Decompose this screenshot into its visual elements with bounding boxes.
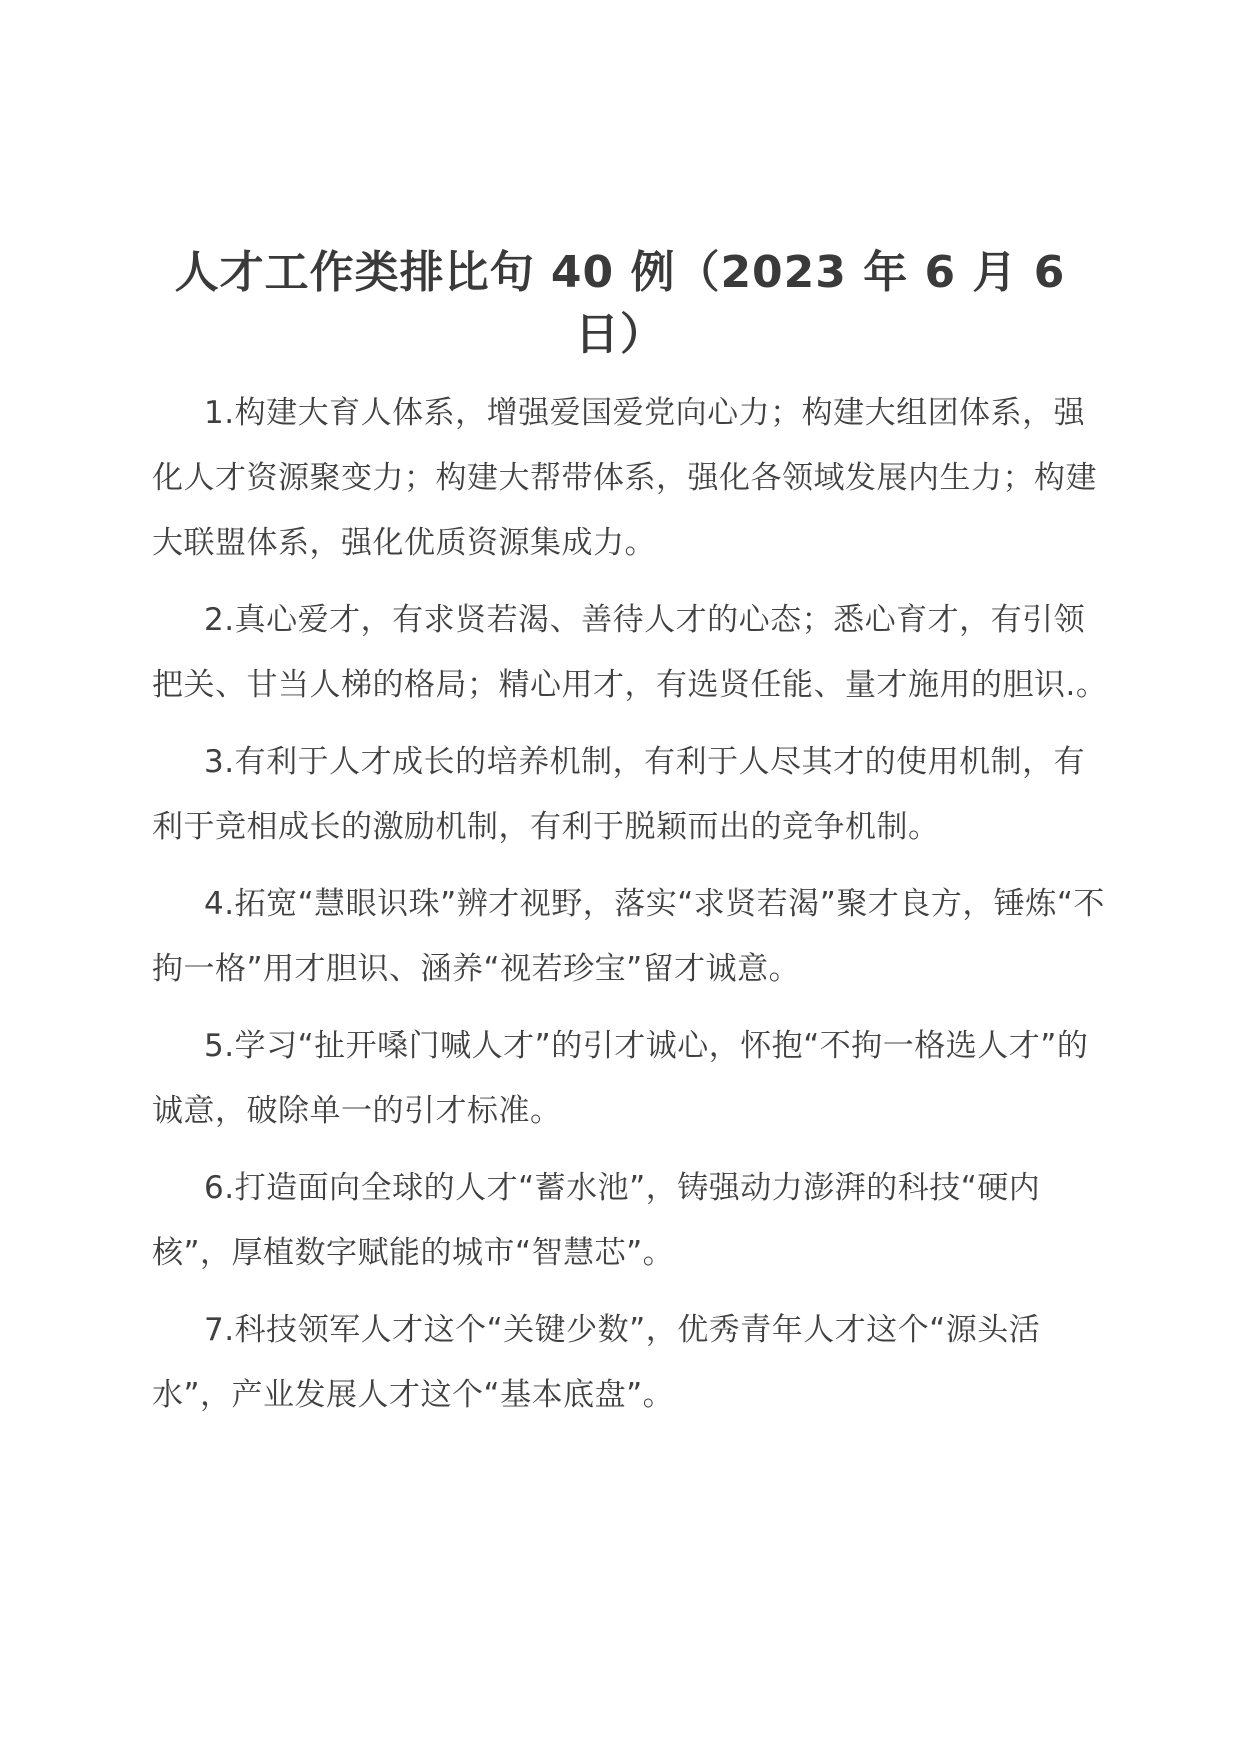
paragraph-2: 2.真心爱才，有求贤若渴、善待人才的心态；悉心育才，有引领把关、甘当人梯的格局；精心用才，有选贤任能、量才施用的胆识.。 — [152, 602, 1108, 703]
paragraph-4: 4.拓宽“慧眼识珠”辨才视野，落实“求贤若渴”聚才良方，锤炼“不拘一格”用才胆识、涵养“视若珍宝”留才诚意。 — [152, 886, 1105, 987]
paragraph-7: 7.科技领军人才这个“关键少数”，优秀青年人才这个“源头活水”，产业发展人才这个“基本底盘”。 — [152, 1312, 1041, 1413]
paragraph-5: 5.学习“扯开嗓门喊人才”的引才诚心，怀抱“不拘一格选人才”的诚意，破除单一的引才标准。 — [152, 1028, 1089, 1129]
paragraph-3: 3.有利于人才成长的培养机制，有利于人尽其才的使用机制，有利于竞相成长的激励机制，有利于脱颖而出的竞争机制。 — [152, 744, 1086, 845]
document-body — [152, 381, 1112, 1440]
paragraph-6: 6.打造面向全球的人才“蓄水池”，铸强动力澎湃的科技“硬内核”，厚植数字赋能的城市“智慧芯”。 — [152, 1170, 1041, 1271]
document-title: 人才工作类排比句 40 例（2023 年 6 月 6 日） — [174, 247, 1066, 360]
paragraph-1: 1.构建大育人体系，增强爱国爱党向心力；构建大组团体系，强化人才资源聚变力；构建大帮带体系，强化各领域发展内生力；构建大联盟体系，强化优质资源集成力。 — [152, 395, 1097, 561]
